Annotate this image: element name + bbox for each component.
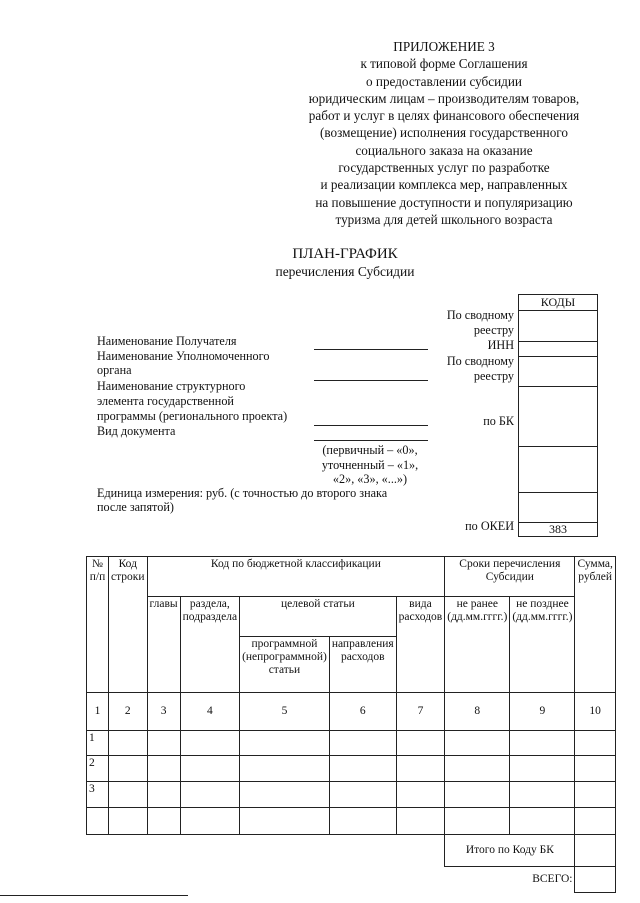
code-cell-okei: 383 — [519, 522, 597, 536]
col-number: 7 — [396, 693, 445, 731]
appendix-line: юридическим лицам – производителям товаров, — [308, 90, 580, 106]
unit-label-2: после запятой) — [97, 500, 174, 514]
table-cell[interactable] — [180, 808, 239, 835]
table-cell[interactable] — [147, 782, 180, 808]
table-cell[interactable] — [240, 731, 330, 756]
structural-label-2: элемента государственной — [97, 394, 234, 408]
table-cell[interactable] — [575, 808, 615, 835]
header-chapter: главы — [147, 597, 180, 693]
bk-label: по БК — [483, 414, 514, 428]
structural-label-1: Наименование структурного — [97, 379, 246, 393]
inn-label: ИНН — [487, 338, 514, 352]
row-number: 3 — [87, 782, 109, 808]
header-code: Код строки — [109, 557, 148, 693]
table-cell[interactable] — [396, 782, 445, 808]
code-cell-inn[interactable] — [519, 341, 597, 356]
structural-label-3: программы (регионального проекта) — [97, 409, 288, 423]
header-expense-type: вида расходов — [396, 597, 445, 693]
header-not-earlier: не ранее (дд.мм.гггг.) — [445, 597, 510, 693]
col-number: 3 — [147, 693, 180, 731]
table-cell[interactable] — [329, 808, 396, 835]
table-cell[interactable] — [109, 731, 148, 756]
table-cell[interactable] — [329, 782, 396, 808]
table-cell[interactable] — [445, 731, 510, 756]
appendix-line: к типовой форме Соглашения — [360, 56, 528, 72]
appendix-line: о предоставлении субсидии — [366, 73, 522, 89]
table-cell[interactable] — [445, 756, 510, 782]
col-number: 4 — [180, 693, 239, 731]
table-cell[interactable] — [396, 808, 445, 835]
grand-total-value[interactable] — [575, 867, 615, 893]
col-number: 8 — [445, 693, 510, 731]
header-section: раздела, подраздела — [180, 597, 239, 693]
table-cell[interactable] — [240, 756, 330, 782]
registry-label-1 — [420, 308, 514, 337]
table-cell[interactable] — [396, 731, 445, 756]
table-cell[interactable] — [240, 782, 330, 808]
authorized-input-line[interactable] — [314, 380, 428, 381]
grand-total-label: ВСЕГО: — [532, 873, 573, 886]
code-cell-bk[interactable] — [519, 386, 597, 446]
table-cell[interactable] — [240, 808, 330, 835]
table-row — [87, 782, 616, 808]
authorized-label-2: органа — [97, 363, 132, 377]
table-cell[interactable] — [510, 756, 575, 782]
appendix-line: ПРИЛОЖЕНИЕ 3 — [393, 39, 495, 54]
recipient-input-line[interactable] — [314, 349, 428, 350]
table-cell[interactable] — [445, 808, 510, 835]
row-number — [87, 808, 109, 835]
registry-label-line: По сводному — [446, 354, 514, 368]
appendix-line: и реализации комплекса мер, направленных — [320, 177, 568, 193]
doc-type-note-line: уточненный – «1», — [321, 457, 419, 472]
header-sum: Сумма, рублей — [575, 557, 615, 693]
appendix-line: государственных услуг по разработке — [338, 160, 550, 176]
table-cell[interactable] — [329, 731, 396, 756]
title-sub: перечисления Субсидии — [275, 264, 415, 279]
table-cell[interactable] — [510, 782, 575, 808]
total-bk-value[interactable] — [575, 835, 615, 867]
table-cell[interactable] — [180, 756, 239, 782]
table-cell[interactable] — [147, 756, 180, 782]
appendix-line: туризма для детей школьного возраста — [335, 211, 553, 227]
row-number: 1 — [87, 731, 109, 756]
table-cell[interactable] — [396, 756, 445, 782]
table-cell[interactable] — [329, 756, 396, 782]
table-cell[interactable] — [575, 756, 615, 782]
col-number: 2 — [109, 693, 148, 731]
table-cell[interactable] — [180, 731, 239, 756]
okei-label: по ОКЕИ — [465, 519, 514, 533]
table-cell[interactable] — [109, 808, 148, 835]
col-number: 5 — [240, 693, 330, 731]
grand-total-spacer — [87, 867, 445, 893]
table-cell[interactable] — [510, 731, 575, 756]
col-number: 9 — [510, 693, 575, 731]
appendix-line: социального заказа на оказание — [355, 142, 533, 158]
doc-type-note — [318, 443, 422, 487]
table-cell[interactable] — [180, 782, 239, 808]
code-cell-unit[interactable] — [519, 492, 597, 522]
unit-label-1: Единица измерения: руб. (с точностью до второго знака — [97, 486, 388, 500]
authorized-label-1: Наименование Уполномоченного — [97, 349, 270, 363]
table-cell[interactable] — [445, 782, 510, 808]
row-number: 2 — [87, 756, 109, 782]
total-spacer — [87, 835, 445, 867]
code-cell-doc-type[interactable] — [519, 446, 597, 492]
total-bk-label: Итого по Коду БК — [445, 835, 575, 867]
table-row — [87, 731, 616, 756]
registry-label-line: реестру — [473, 322, 514, 337]
table-cell[interactable] — [147, 731, 180, 756]
registry-label-2 — [420, 354, 514, 383]
codes-header: КОДЫ — [540, 295, 576, 309]
header-not-later: не позднее (дд.мм.гггг.) — [510, 597, 575, 693]
table-row — [87, 808, 616, 835]
appendix-line: на повышение доступности и популяризацию — [315, 194, 573, 210]
header-program: программной (непрограммной) статьи — [240, 637, 330, 693]
appendix-line: (возмещение) исполнения государственного — [320, 125, 568, 141]
table-cell[interactable] — [147, 808, 180, 835]
codes-box — [518, 294, 598, 537]
code-cell-registry[interactable] — [519, 310, 597, 341]
header-target: целевой статьи — [240, 597, 397, 637]
structural-input-line[interactable] — [314, 425, 428, 426]
doc-type-label: Вид документа — [97, 424, 176, 438]
table-row — [87, 756, 616, 782]
header-budget: Код по бюджетной классификации — [147, 557, 445, 597]
table-cell[interactable] — [575, 731, 615, 756]
col-number: 6 — [329, 693, 396, 731]
table-cell[interactable] — [109, 782, 148, 808]
col-number: 10 — [575, 693, 615, 731]
registry-label-line: реестру — [473, 368, 514, 383]
doc-type-note-line: «2», «3», «...») — [332, 472, 408, 486]
header-terms: Сроки перечисления Субсидии — [445, 557, 575, 597]
header-direction: направления расходов — [329, 637, 396, 693]
registry-label-line: По сводному — [446, 308, 514, 322]
appendix-header — [262, 38, 626, 228]
title-main: ПЛАН-ГРАФИК — [292, 246, 398, 262]
appendix-line: работ и услуг в целях финансового обеспечения — [308, 108, 580, 124]
page-title — [200, 245, 490, 281]
code-cell-registry-2[interactable] — [519, 356, 597, 386]
header-num: № п/п — [87, 557, 109, 693]
doc-type-note-line: (первичный – «0», — [322, 443, 418, 457]
schedule-table — [86, 556, 616, 893]
table-cell[interactable] — [510, 808, 575, 835]
doc-type-input-line[interactable] — [314, 440, 428, 441]
footnote-separator — [0, 895, 188, 896]
recipient-label: Наименование Получателя — [97, 334, 237, 348]
col-number: 1 — [87, 693, 109, 731]
table-cell[interactable] — [109, 756, 148, 782]
table-cell[interactable] — [575, 782, 615, 808]
